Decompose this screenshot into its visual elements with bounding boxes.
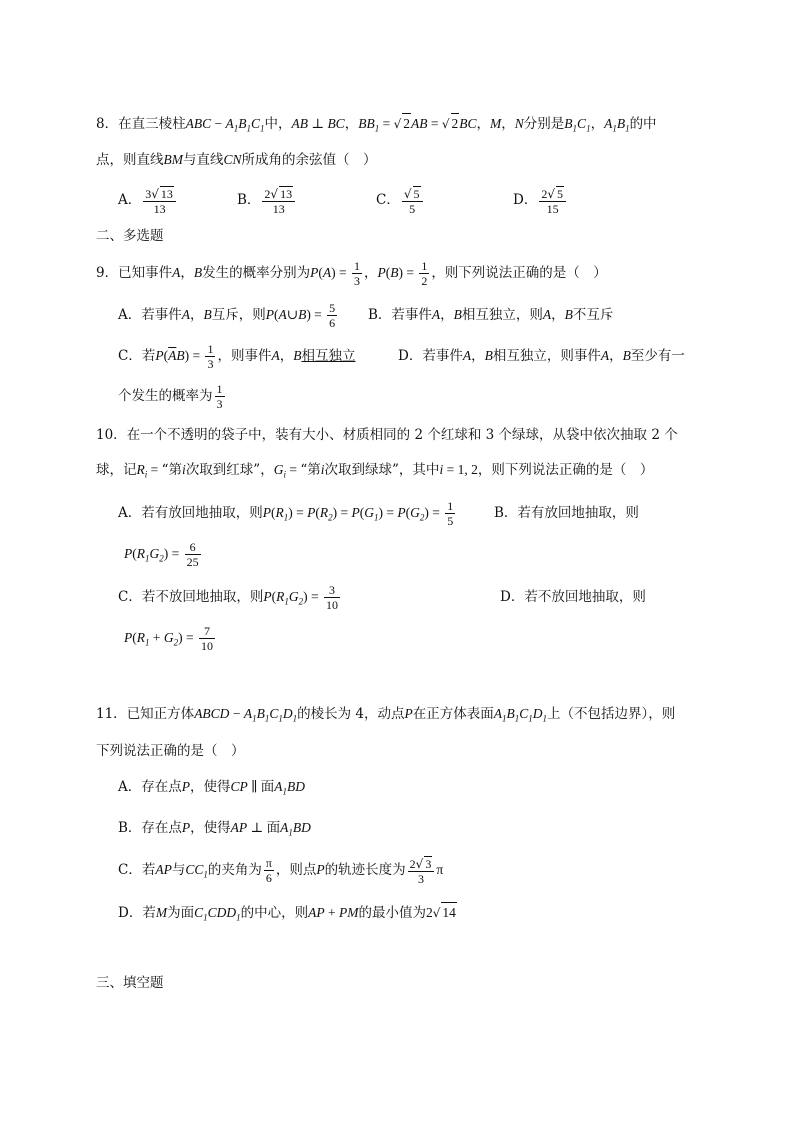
q9-option-b[interactable]: B．若事件A，B相互独立，则A，B不互斥 xyxy=(368,307,614,323)
q8-option-d[interactable]: D． $\frac{2√ 5}{15}$ xyxy=(513,184,568,216)
q9-line-1: 9．已知事件A，B发生的概率分别为P(A) = $\frac{1}{3}$ ，P(B) = $\frac{1}{2}$ ，则下列说法正确的是（ ） xyxy=(96,259,607,288)
q9-option-d[interactable]: D．若事件A，B相互独立，则事件A，B至少有一 xyxy=(398,348,685,364)
q10-option-b[interactable]: B．若有放回地抽取，则 xyxy=(494,505,639,521)
q11-option-b[interactable]: B．存在点P，使得AP ⊥ 面$A_1BD$ xyxy=(118,820,311,838)
q10-option-b-continued: $P(R_1G_2)$ = $\frac{6}{25}$ xyxy=(124,540,199,569)
q11-line-2: 下列说法正确的是（ ） xyxy=(96,743,245,759)
q8-line-1: 8．在直三棱柱ABC − $A_1B_1C_1$中，AB ⊥ BC，$BB_1$ = √ 2AB = √ 2BC，M，N分别是$B_1C_1$，$A_1B_1$的中 xyxy=(96,113,657,139)
q11-option-a[interactable]: A．存在点P，使得CP ∥ 面$A_1BD$ xyxy=(118,779,306,797)
section-fill-blank-heading: 三、填空题 xyxy=(96,975,164,991)
q11-option-d[interactable]: D．若M为面$C_1CDD_1$的中心，则AP + PM的最小值为2√ 14 xyxy=(118,902,457,928)
q9-option-d-continued: 个发生的概率为 $\frac{1}{3}$ xyxy=(118,382,223,411)
q8-option-b[interactable]: B． $\frac{2√ 13}{13}$ xyxy=(237,184,297,216)
section-multi-choice-heading: 二、多选题 xyxy=(96,228,164,244)
q10-line-2: 球，记$R_i$ = “第i次取到红球”，$G_i$ = “第i次取到绿球”，其中i = 1, 2，则下列说法正确的是（ ） xyxy=(96,462,654,480)
q11-option-c[interactable]: C．若AP与$CC_1$的夹角为 $\frac{\pi}{6}$ ，则点P的轨迹长度为 $\frac{2√ 3}{3}$ π xyxy=(118,856,444,886)
q9-option-c[interactable]: C．若$P(\overline{A}B)$ = $\frac{1}{3}$ ，则事件A，B相互独立 xyxy=(118,342,356,371)
q11-line-1: 11．已知正方体ABCD − $A_1B_1C_1D_1$的棱长为 4，动点P在正方体表面$A_1B_1C_1D_1$上（不包括边界），则 xyxy=(96,706,676,724)
q10-option-a[interactable]: A．若有放回地抽取，则$P(R_1) = P(R_2) = P(G_1) = P(G_2)$ = $\frac{1}{5}$ xyxy=(118,499,454,528)
q10-line-1: 10．在一个不透明的袋子中，装有大小、材质相同的 2 个红球和 3 个绿球，从袋中依次抽取 2 个 xyxy=(96,427,678,443)
q8-line-2: 点，则直线BM与直线CN所成角的余弦值（ ） xyxy=(96,152,377,168)
q10-option-d-continued: $P(R_1 + G_2)$ = $\frac{7}{10}$ xyxy=(124,624,213,653)
q10-option-c[interactable]: C．若不放回地抽取，则$P(R_1G_2)$ = $\frac{3}{10}$ xyxy=(118,583,338,612)
q9-option-a[interactable]: A．若事件A，B互斥，则P(A∪B) = $\frac{5}{6}$ xyxy=(118,301,336,330)
q8-option-c[interactable]: C． $\frac{√ 5}{5}$ xyxy=(376,184,425,216)
q8-option-a[interactable]: A． $\frac{3√ 13}{13}$ xyxy=(118,184,178,216)
q10-option-d[interactable]: D．若不放回地抽取，则 xyxy=(500,589,646,605)
